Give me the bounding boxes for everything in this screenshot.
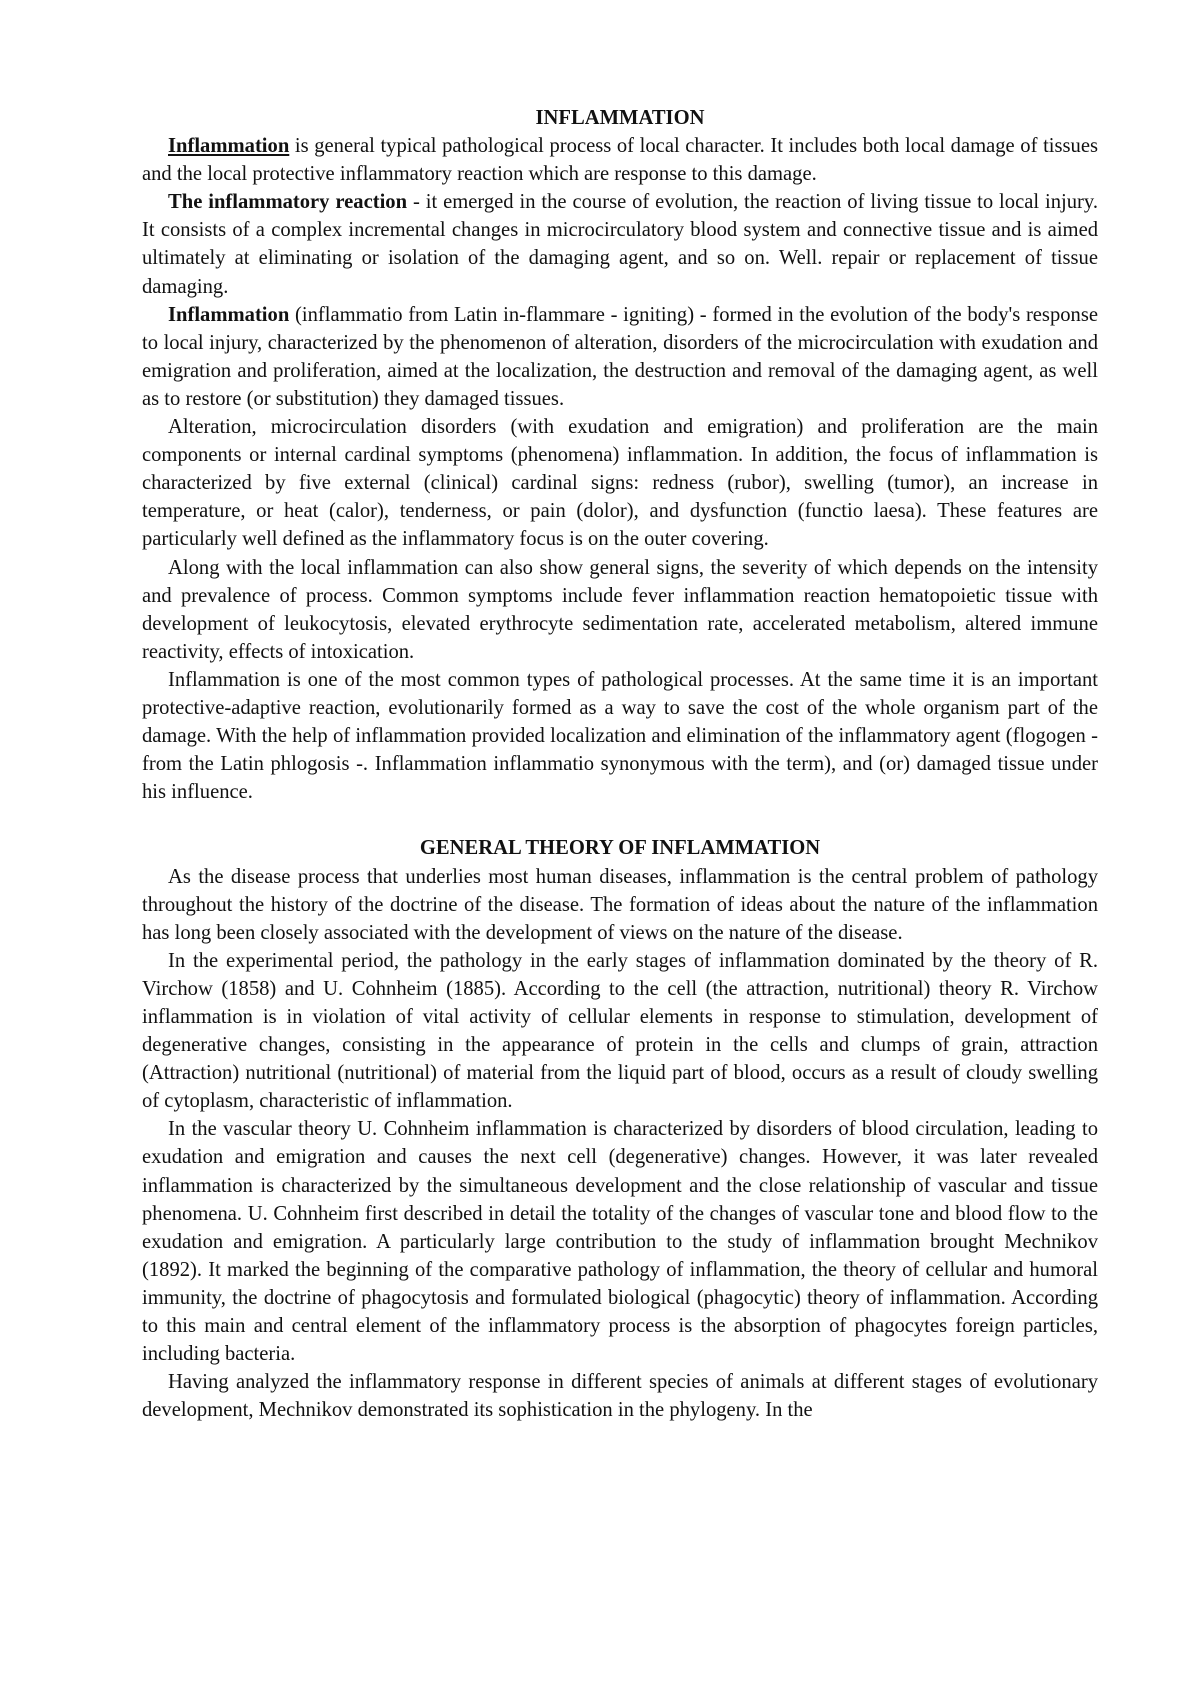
- paragraph-lead-term: Inflammation: [168, 303, 290, 326]
- paragraph-general-signs: Along with the local inflammation can also show general signs, the severity of which depends on the intensity and prevalence of process. Common symptoms include fever inflammation reaction hematopoietic tissue with development of leukocytosis, elevated erythrocyte sedimentation rate, accelerated metabolism, altered immune reactivity, effects of intoxication.: [142, 556, 1098, 663]
- paragraph-mechnikov-analysis: Having analyzed the inflammatory response in different species of animals at different stages of evolutionary development, Mechnikov demonstrated its sophistication in the phylogeny. In the: [142, 1371, 1098, 1422]
- paragraph-lead-term: Inflammation: [168, 135, 290, 158]
- paragraph-text: (inflammatio from Latin in-flammare - igniting) - formed in the evolution of the body's response to local injury, characterized by the phenomenon of alteration, disorders of the microcirculation with exudation and emigration and proliferation, aimed at the localization, the destruction and removal of the damaging agent, as well as to restore (or substitution) they damaged tissues.: [142, 303, 1098, 410]
- paragraph-lead-term: The inflammatory reaction: [168, 191, 408, 214]
- paragraph-cardinal-signs: Alteration, microcirculation disorders (with exudation and emigration) and proliferation are the main components or internal cardinal symptoms (phenomena) inflammation. In addition, the focus of inflammation is characterized by five external (clinical) cardinal signs: redness (rubor), swelling (tumor), an increase in temperature, or heat (calor), tenderness, or pain (dolor), and dysfunction (functio laesa). These features are particularly well defined as the inflammatory focus is on the outer covering.: [142, 416, 1098, 551]
- paragraph-etymology: [142, 301, 1098, 413]
- paragraph-protective-reaction: Inflammation is one of the most common types of pathological processes. At the same time it is an important protective-adaptive reaction, evolutionarily formed as a way to save the cost of the whole organism part of the damage. With the help of inflammation provided localization and elimination of the inflammatory agent (flogogen - from the Latin phlogosis -. Inflammation inflammatio synonymous with the term), and (or) damaged tissue under his influence.: [142, 668, 1098, 804]
- paragraph-text: is general typical pathological process of local character. It includes both local damage of tissues and the local protective inflammatory reaction which are response to this damage.: [142, 135, 1098, 186]
- document-title: INFLAMMATION: [535, 107, 705, 129]
- paragraph-text: - it emerged in the course of evolution, the reaction of living tissue to local injury. It consists of a complex incremental changes in microcirculatory blood system and connective tissue and is aimed ultimately at eliminating or isolation of the damaging agent, and so on. Well. repair or replacement of tissue damaging.: [142, 191, 1098, 298]
- paragraph-vascular-theory: In the vascular theory U. Cohnheim inflammation is characterized by disorders of blood circulation, leading to exudation and emigration and causes the next cell (degenerative) changes. However, it was later revealed inflammation is characterized by the simultaneous development and the close relationship of vascular and tissue phenomena. U. Cohnheim first described in detail the totality of the changes of vascular tone and blood flow to the exudation and emigration. A particularly large contribution to the study of inflammation brought Mechnikov (1892). It marked the beginning of the comparative pathology of inflammation, the theory of cellular and humoral immunity, the doctrine of phagocytosis and formulated biological (phagocytic) theory of inflammation. According to this main and central element of the inflammatory process is the absorption of phagocytes foreign particles, including bacteria.: [142, 1118, 1098, 1366]
- paragraph-virchow-theory: In the experimental period, the pathology in the early stages of inflammation dominated by the theory of R. Virchow (1858) and U. Cohnheim (1885). According to the cell (the attraction, nutritional) theory R. Virchow inflammation is in violation of vital activity of cellular elements in response to stimulation, development of degenerative changes, consisting in the appearance of protein in the cells and clumps of grain, attraction (Attraction) nutritional (nutritional) of material from the liquid part of blood, occurs as a result of cloudy swelling of cytoplasm, characteristic of inflammation.: [142, 949, 1098, 1113]
- paragraph-disease-process: As the disease process that underlies most human diseases, inflammation is the central problem of pathology throughout the history of the doctrine of the disease. The formation of ideas about the nature of the inflammation has long been closely associated with the development of views on the nature of the disease.: [142, 865, 1098, 944]
- paragraph-definition: [142, 132, 1098, 188]
- section-title: GENERAL THEORY OF INFLAMMATION: [419, 837, 821, 860]
- document-body: [142, 104, 1098, 1424]
- paragraph-inflammatory-reaction: [142, 188, 1098, 300]
